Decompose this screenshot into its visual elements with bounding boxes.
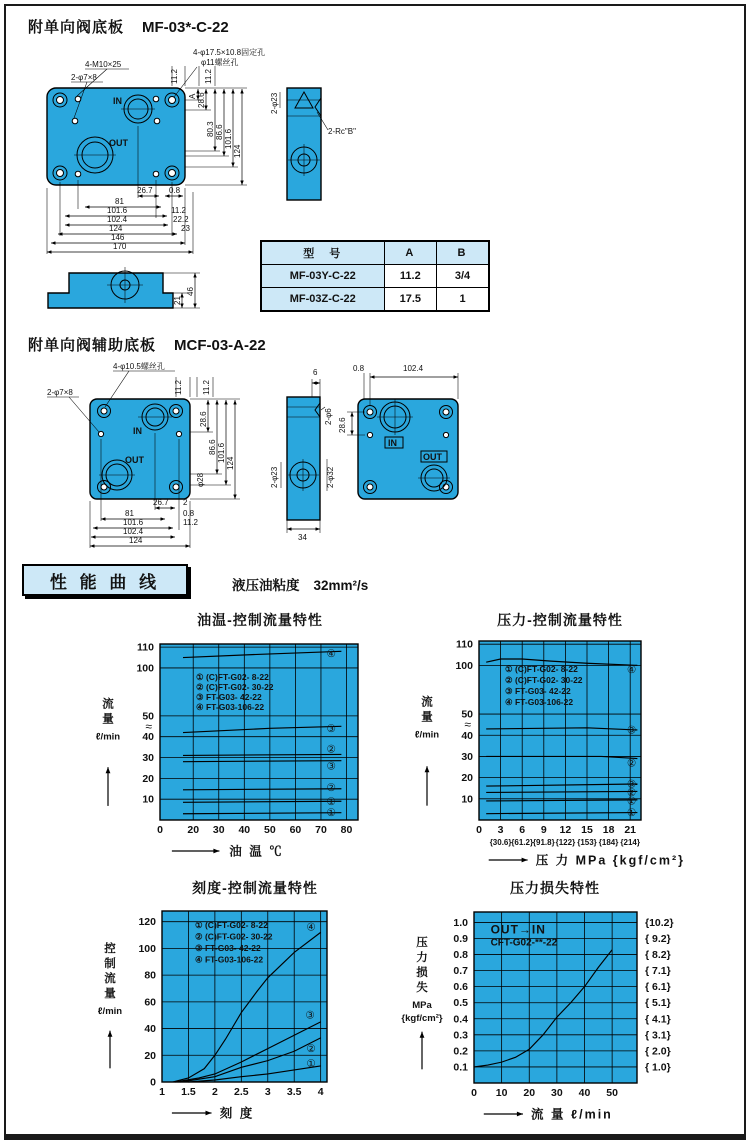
svg-text:26.7: 26.7 xyxy=(153,498,169,507)
phi23-callout: 2-φ23 xyxy=(270,466,279,488)
svg-text:{ 2.0}: { 2.0} xyxy=(645,1045,671,1058)
svg-text:{61.2}: {61.2} xyxy=(511,838,534,847)
svg-text:①: ① xyxy=(626,807,637,820)
svg-text:60: 60 xyxy=(289,824,302,836)
svg-text:100: 100 xyxy=(138,942,156,955)
svg-text:20: 20 xyxy=(523,1087,536,1099)
col-a: A xyxy=(384,241,436,265)
dim-102-4: 102.4 xyxy=(403,364,424,373)
dim-80-3: 80.3 xyxy=(206,121,215,137)
svg-text:4: 4 xyxy=(317,1086,324,1098)
svg-text:1: 1 xyxy=(159,1086,165,1098)
svg-text:①: ① xyxy=(326,807,336,820)
svg-text:101.6: 101.6 xyxy=(107,206,128,215)
chart2-title: 压力-控制流量特性 xyxy=(497,612,623,628)
svg-text:流: 流 xyxy=(102,698,114,711)
svg-text:③ FT-G03- 42-22: ③ FT-G03- 42-22 xyxy=(195,943,261,953)
svg-text:110: 110 xyxy=(137,641,154,654)
svg-text:① (C)FT-G02- 8-22: ① (C)FT-G02- 8-22 xyxy=(195,920,268,930)
svg-text:20: 20 xyxy=(187,824,200,836)
svg-text:20: 20 xyxy=(461,772,473,785)
scale-flow-chart xyxy=(84,895,387,1144)
dim-11-2-b: 11.2 xyxy=(204,69,213,84)
svg-text:10: 10 xyxy=(495,1087,508,1099)
svg-text:146: 146 xyxy=(111,233,125,242)
svg-text:{214}: {214} xyxy=(620,838,640,847)
svg-text:2.5: 2.5 xyxy=(234,1086,249,1098)
svg-text:0.1: 0.1 xyxy=(453,1061,468,1074)
svg-text:0: 0 xyxy=(471,1087,477,1099)
auxplate-top-view xyxy=(90,399,190,499)
svg-text:1.5: 1.5 xyxy=(181,1086,196,1098)
svg-text:力: 力 xyxy=(416,952,428,965)
svg-text:③: ③ xyxy=(626,724,637,737)
svg-text:制: 制 xyxy=(104,958,116,971)
svg-text:{ 6.1}: { 6.1} xyxy=(645,981,671,994)
screw-hole-callout: 4-φ10.5螺丝孔 xyxy=(113,362,165,371)
in-port-label: IN xyxy=(113,96,122,106)
phi28-callout: φ28 xyxy=(196,472,205,487)
svg-text:≈: ≈ xyxy=(145,719,152,734)
svg-text:油 温 ℃: 油 温 ℃ xyxy=(229,844,284,859)
fixing-hole-callout: 4-φ17.5×10.8固定孔 xyxy=(193,48,266,57)
svg-text:20: 20 xyxy=(142,772,154,785)
svg-text:③: ③ xyxy=(626,778,637,791)
svg-text:10: 10 xyxy=(142,793,154,806)
svg-text:0.6: 0.6 xyxy=(453,981,468,994)
svg-text:≈: ≈ xyxy=(464,717,471,732)
bolt-hole-callout: 4-M10×25 xyxy=(85,60,122,69)
svg-text:{ 1.0}: { 1.0} xyxy=(645,1061,671,1074)
svg-text:0.9: 0.9 xyxy=(453,932,468,945)
svg-text:② (C)FT-G02- 30-22: ② (C)FT-G02- 30-22 xyxy=(505,675,583,685)
plate-profile-view xyxy=(48,267,200,308)
section2-title xyxy=(28,334,266,355)
dim-11-2-a: 11.2 xyxy=(170,69,179,84)
model-spec-table xyxy=(260,240,490,312)
svg-text:① (C)FT-G02- 8-22: ① (C)FT-G02- 8-22 xyxy=(505,664,578,674)
svg-text:102.4: 102.4 xyxy=(123,527,144,536)
svg-text:124: 124 xyxy=(129,536,143,545)
viscosity-note: 液压油粘度 32mm²/s xyxy=(232,578,369,593)
svg-text:{ 8.2}: { 8.2} xyxy=(645,949,671,962)
svg-text:11.2: 11.2 xyxy=(171,206,186,215)
svg-text:100: 100 xyxy=(136,662,154,675)
svg-text:0.8: 0.8 xyxy=(453,949,468,962)
svg-text:0.4: 0.4 xyxy=(453,1013,468,1026)
svg-text:{10.2}: {10.2} xyxy=(645,916,674,929)
svg-text:{184}: {184} xyxy=(598,838,619,847)
svg-text:20: 20 xyxy=(144,1049,156,1062)
dim-6: 6 xyxy=(313,368,318,377)
svg-text:0.2: 0.2 xyxy=(453,1045,468,1058)
svg-text:② (C)FT-G02- 30-22: ② (C)FT-G02- 30-22 xyxy=(196,682,274,692)
section2-model: MCF-03-A-22 xyxy=(174,337,266,354)
svg-text:③: ③ xyxy=(326,760,336,773)
svg-text:86.6: 86.6 xyxy=(208,439,217,455)
svg-text:102.4: 102.4 xyxy=(107,215,128,224)
svg-text:③ FT-G03- 42-22: ③ FT-G03- 42-22 xyxy=(505,686,571,696)
svg-text:ℓ/min: ℓ/min xyxy=(97,1006,123,1018)
svg-text:MPa: MPa xyxy=(412,1000,432,1012)
dim-28-6-back: 28.6 xyxy=(338,417,347,433)
svg-text:④ FT-G03-106-22: ④ FT-G03-106-22 xyxy=(505,697,574,707)
pin-hole-callout: 2-φ7×8 xyxy=(47,388,73,397)
svg-text:损: 损 xyxy=(416,967,428,980)
svg-text:50: 50 xyxy=(264,824,276,836)
svg-text:30: 30 xyxy=(461,750,473,763)
svg-text:{ 7.1}: { 7.1} xyxy=(645,965,671,978)
svg-text:0.8: 0.8 xyxy=(183,509,195,518)
out-port-label: OUT xyxy=(125,455,144,465)
svg-text:6: 6 xyxy=(519,824,526,836)
dim-46: 46 xyxy=(186,287,195,296)
svg-text:①: ① xyxy=(306,1057,316,1070)
table-row: MF-03Y-C-22 11.2 3/4 xyxy=(261,265,489,288)
mcf03-auxplate-drawing xyxy=(25,355,495,567)
col-b: B xyxy=(437,241,489,265)
svg-text:①: ① xyxy=(326,795,336,808)
svg-text:④: ④ xyxy=(626,664,637,677)
svg-text:压 力 MPa {kgf/cm²}: 压 力 MPa {kgf/cm²} xyxy=(535,853,686,868)
svg-text:50: 50 xyxy=(606,1087,618,1099)
svg-text:{91.8}: {91.8} xyxy=(532,838,555,847)
rc-port-callout: 2-Rc"B" xyxy=(328,127,356,136)
dim-101-6: 101.6 xyxy=(224,128,233,149)
svg-text:18: 18 xyxy=(602,824,615,836)
svg-text:0: 0 xyxy=(476,824,482,836)
svg-text:{ 3.1}: { 3.1} xyxy=(645,1029,671,1042)
svg-text:15: 15 xyxy=(581,824,593,836)
svg-text:流 量 ℓ/min: 流 量 ℓ/min xyxy=(531,1107,613,1122)
svg-text:① (C)FT-G02- 8-22: ① (C)FT-G02- 8-22 xyxy=(196,672,269,682)
svg-text:3: 3 xyxy=(264,1086,271,1098)
performance-section-header: 性 能 曲 线 xyxy=(22,564,188,596)
dim-86-6: 86.6 xyxy=(215,124,224,140)
svg-text:81: 81 xyxy=(125,509,134,518)
side-hole-callout: 2-φ23 xyxy=(270,92,279,114)
svg-text:流: 流 xyxy=(104,973,116,986)
chart3-title: 刻度-控制流量特性 xyxy=(192,880,318,896)
svg-text:124: 124 xyxy=(109,224,123,233)
svg-text:40: 40 xyxy=(578,1087,591,1099)
chart1-title: 油温-控制流量特性 xyxy=(197,612,323,628)
col-model: 型 号 xyxy=(261,241,384,265)
svg-text:失: 失 xyxy=(416,982,428,995)
svg-text:{30.6}: {30.6} xyxy=(489,838,512,847)
section1-title xyxy=(28,16,229,37)
svg-text:②: ② xyxy=(306,1043,316,1056)
svg-text:40: 40 xyxy=(238,824,251,836)
svg-text:{ 4.1}: { 4.1} xyxy=(645,1013,671,1026)
screw-hole-callout: φ11螺丝孔 xyxy=(201,58,239,67)
in-box-label: IN xyxy=(388,438,397,448)
phi6-callout: 2-φ6 xyxy=(324,408,333,425)
svg-text:0.5: 0.5 xyxy=(453,997,468,1010)
svg-text:④: ④ xyxy=(306,921,316,934)
svg-text:170: 170 xyxy=(113,242,127,251)
svg-text:81: 81 xyxy=(115,197,124,206)
table-row: MF-03Z-C-22 17.5 1 xyxy=(261,288,489,312)
svg-text:101.6: 101.6 xyxy=(217,442,226,463)
dim-21: 21 xyxy=(173,296,182,305)
auxplate-back-view xyxy=(338,364,458,499)
svg-text:30: 30 xyxy=(212,824,225,836)
svg-text:100: 100 xyxy=(455,659,473,672)
svg-text:0: 0 xyxy=(157,824,163,836)
svg-text:9: 9 xyxy=(540,824,547,836)
svg-text:21: 21 xyxy=(624,824,637,836)
svg-text:80: 80 xyxy=(144,969,156,982)
svg-text:量: 量 xyxy=(102,713,114,726)
svg-text:刻 度: 刻 度 xyxy=(219,1106,255,1121)
svg-text:40: 40 xyxy=(144,1023,156,1036)
svg-text:22.2: 22.2 xyxy=(173,215,189,224)
svg-text:OUT→IN: OUT→IN xyxy=(490,922,546,937)
svg-text:80: 80 xyxy=(340,824,353,836)
svg-text:②: ② xyxy=(626,757,637,770)
svg-text:11.2: 11.2 xyxy=(174,380,183,395)
in-port-label: IN xyxy=(133,426,142,436)
auxplate-side-view xyxy=(270,368,335,542)
pressure-loss-chart xyxy=(396,896,697,1144)
svg-text:{153}: {153} xyxy=(577,838,597,847)
svg-text:④: ④ xyxy=(326,647,336,660)
svg-text:70: 70 xyxy=(315,824,327,836)
svg-text:3.5: 3.5 xyxy=(286,1086,302,1098)
svg-text:23: 23 xyxy=(181,224,190,233)
pin-hole-callout: 2-φ7×8 xyxy=(71,73,97,82)
svg-text:0.8: 0.8 xyxy=(169,186,181,195)
svg-text:{ 5.1}: { 5.1} xyxy=(645,997,671,1010)
svg-text:③: ③ xyxy=(305,1009,315,1022)
svg-text:1.0: 1.0 xyxy=(453,916,468,929)
svg-text:30: 30 xyxy=(551,1087,563,1099)
svg-text:124: 124 xyxy=(226,456,235,470)
svg-text:{kgf/cm²}: {kgf/cm²} xyxy=(401,1013,443,1025)
svg-text:50: 50 xyxy=(461,708,473,721)
svg-text:11.2: 11.2 xyxy=(202,380,211,395)
svg-text:④ FT-G03-106-22: ④ FT-G03-106-22 xyxy=(196,702,265,712)
section2-name: 附单向阀辅助底板 xyxy=(28,337,157,354)
svg-text:2: 2 xyxy=(211,1086,218,1098)
dim-28-6: 28.6 xyxy=(197,92,206,108)
svg-text:①: ① xyxy=(626,795,637,808)
svg-text:26.7: 26.7 xyxy=(137,186,153,195)
dim-124: 124 xyxy=(233,144,242,158)
out-box-label: OUT xyxy=(423,452,442,462)
svg-text:60: 60 xyxy=(144,996,156,1009)
svg-text:③ FT-G03- 42-22: ③ FT-G03- 42-22 xyxy=(196,692,262,702)
plate-top-view xyxy=(47,88,185,185)
svg-text:0: 0 xyxy=(150,1076,156,1089)
svg-text:②: ② xyxy=(326,782,336,795)
svg-text:30: 30 xyxy=(142,752,154,765)
svg-text:50: 50 xyxy=(142,710,154,723)
svg-text:流: 流 xyxy=(421,696,433,709)
svg-text:10: 10 xyxy=(461,793,473,806)
out-port-label: OUT xyxy=(109,138,128,148)
chart4-title: 压力损失特性 xyxy=(510,880,600,896)
svg-text:③: ③ xyxy=(326,722,336,735)
svg-text:ℓ/min: ℓ/min xyxy=(95,731,121,743)
svg-text:120: 120 xyxy=(138,916,156,929)
dim-34: 34 xyxy=(298,533,307,542)
svg-text:3: 3 xyxy=(497,824,504,836)
svg-text:④ FT-G03-106-22: ④ FT-G03-106-22 xyxy=(195,954,264,965)
section1-model: MF-03*-C-22 xyxy=(142,19,229,36)
svg-text:28.6: 28.6 xyxy=(199,411,208,427)
svg-text:②: ② xyxy=(626,786,637,799)
pressure-flow-chart xyxy=(401,625,701,888)
svg-text:0.3: 0.3 xyxy=(453,1029,468,1042)
svg-text:{ 9.2}: { 9.2} xyxy=(645,932,671,945)
svg-text:控: 控 xyxy=(104,943,116,956)
svg-text:0.7: 0.7 xyxy=(453,965,468,978)
oil-temp-flow-chart xyxy=(82,628,418,888)
svg-text:2: 2 xyxy=(183,498,188,507)
svg-text:40: 40 xyxy=(461,729,473,742)
svg-text:40: 40 xyxy=(142,731,154,744)
svg-text:量: 量 xyxy=(104,988,116,1001)
svg-text:② (C)FT-G02- 30-22: ② (C)FT-G02- 30-22 xyxy=(195,931,273,942)
section1-name: 附单向阀底板 xyxy=(28,19,125,36)
svg-text:②: ② xyxy=(326,743,336,756)
dim-A: A xyxy=(188,93,197,99)
phi32-callout: 2-φ32 xyxy=(326,466,335,488)
svg-text:{122}: {122} xyxy=(555,838,576,847)
svg-text:101.6: 101.6 xyxy=(123,518,144,527)
svg-text:110: 110 xyxy=(456,638,473,651)
svg-text:量: 量 xyxy=(421,711,433,724)
svg-text:12: 12 xyxy=(559,824,572,836)
svg-text:ℓ/min: ℓ/min xyxy=(414,729,440,741)
svg-text:CFT-G02-**-22: CFT-G02-**-22 xyxy=(490,937,558,949)
svg-text:压: 压 xyxy=(416,937,428,950)
plate-side-view xyxy=(287,88,321,200)
dim-0-8: 0.8 xyxy=(353,364,365,373)
svg-text:11.2: 11.2 xyxy=(183,518,198,527)
